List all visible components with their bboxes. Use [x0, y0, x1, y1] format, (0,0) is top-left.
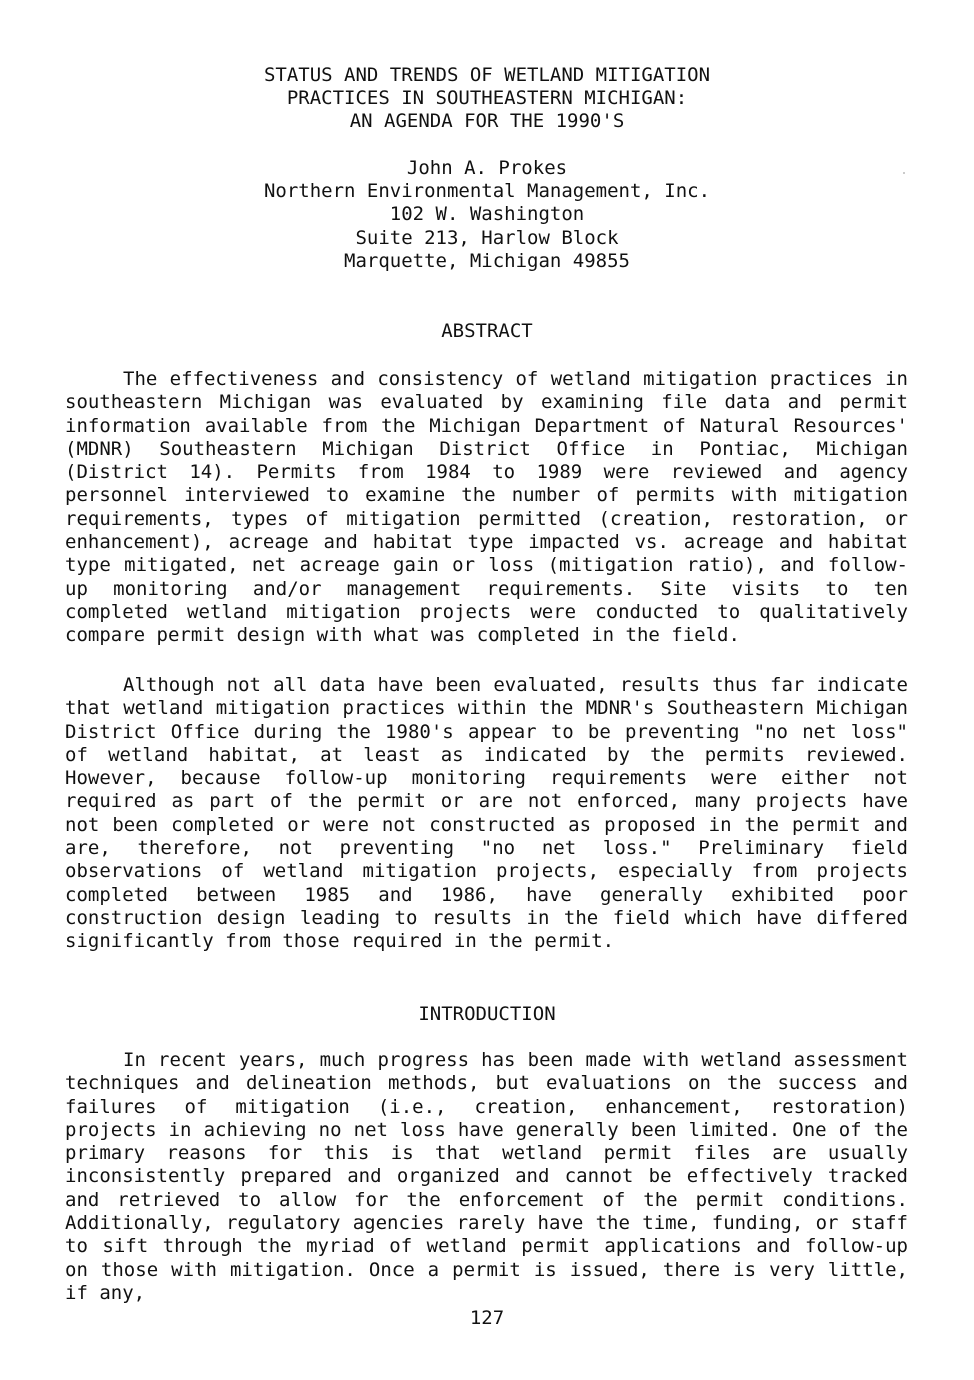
- introduction-paragraph-1: In recent years, much progress has been made with wetland assessment techniques and delineation methods, but evaluations on the success and failures of mitigation (i.e., creation, enhancement, restoration) projects in achieving no net loss have generally been limited. One of the primary reasons for this is that wetland permit files are usually inconsistently prepared and organized and cannot be effectively tracked and retrieved to allow for the enforcement of the permit conditions. Additionally, regulatory agencies rarely have the time, funding, or staff to sift through the myriad of wetland permit applications and follow-up on those with mitigation. Once a permit is issued, there is very little, if any,: [65, 1049, 908, 1304]
- page-number: 127: [469, 1307, 505, 1329]
- abstract-paragraph-2: Although not all data have been evaluated, results thus far indicate that wetland mitigation practices within the MDNR's Southeastern Michigan District Office during the 1980's appear to be preventing "no net loss" of wetland habitat, at least as indicated by the permits reviewed. However, because follow-up monitoring requirements were either not required as part of the permit or are not enforced, many projects have not been completed or were not constructed as proposed in the permit and are, therefore, not preventing "no net loss." Preliminary field observations of wetland mitigation projects, especially from projects completed between 1985 and 1986, have generally exhibited poor construction design leading to results in the field which have differed significantly from those required in the permit.: [65, 674, 908, 953]
- author-street: 102 W. Washington: [389, 203, 585, 225]
- author-suite: Suite 213, Harlow Block: [355, 227, 619, 249]
- abstract-paragraph-1: The effectiveness and consistency of wetland mitigation practices in southeastern Michigan was evaluated by examining file data and permit information available from the Michigan Department of Natural Resources' (MDNR) Southeastern Michigan District Office in Pontiac, Michigan (District 14). Permits from 1984 to 1989 were reviewed and agency personnel interviewed to examine the number of permits with mitigation requirements, types of mitigation permitted (creation, restoration, or enhancement), acreage and habitat type impacted vs. acreage and habitat type mitigated, net acreage gain or loss (mitigation ratio), and follow-up monitoring and/or management requirements. Site visits to ten completed wetland mitigation projects were conducted to qualitatively compare permit design with what was completed in the field.: [65, 368, 908, 647]
- introduction-heading: INTRODUCTION: [418, 1003, 556, 1025]
- author-name: John A. Prokes: [406, 157, 568, 179]
- title-line-2: PRACTICES IN SOUTHEASTERN MICHIGAN:: [286, 87, 688, 109]
- scan-speck: [903, 172, 905, 174]
- author-affiliation: Northern Environmental Management, Inc.: [263, 180, 711, 202]
- author-city: Marquette, Michigan 49855: [344, 250, 630, 272]
- title-line-3: AN AGENDA FOR THE 1990'S: [349, 110, 625, 132]
- abstract-heading: ABSTRACT: [441, 320, 533, 342]
- title-line-1: STATUS AND TRENDS OF WETLAND MITIGATION: [263, 64, 711, 86]
